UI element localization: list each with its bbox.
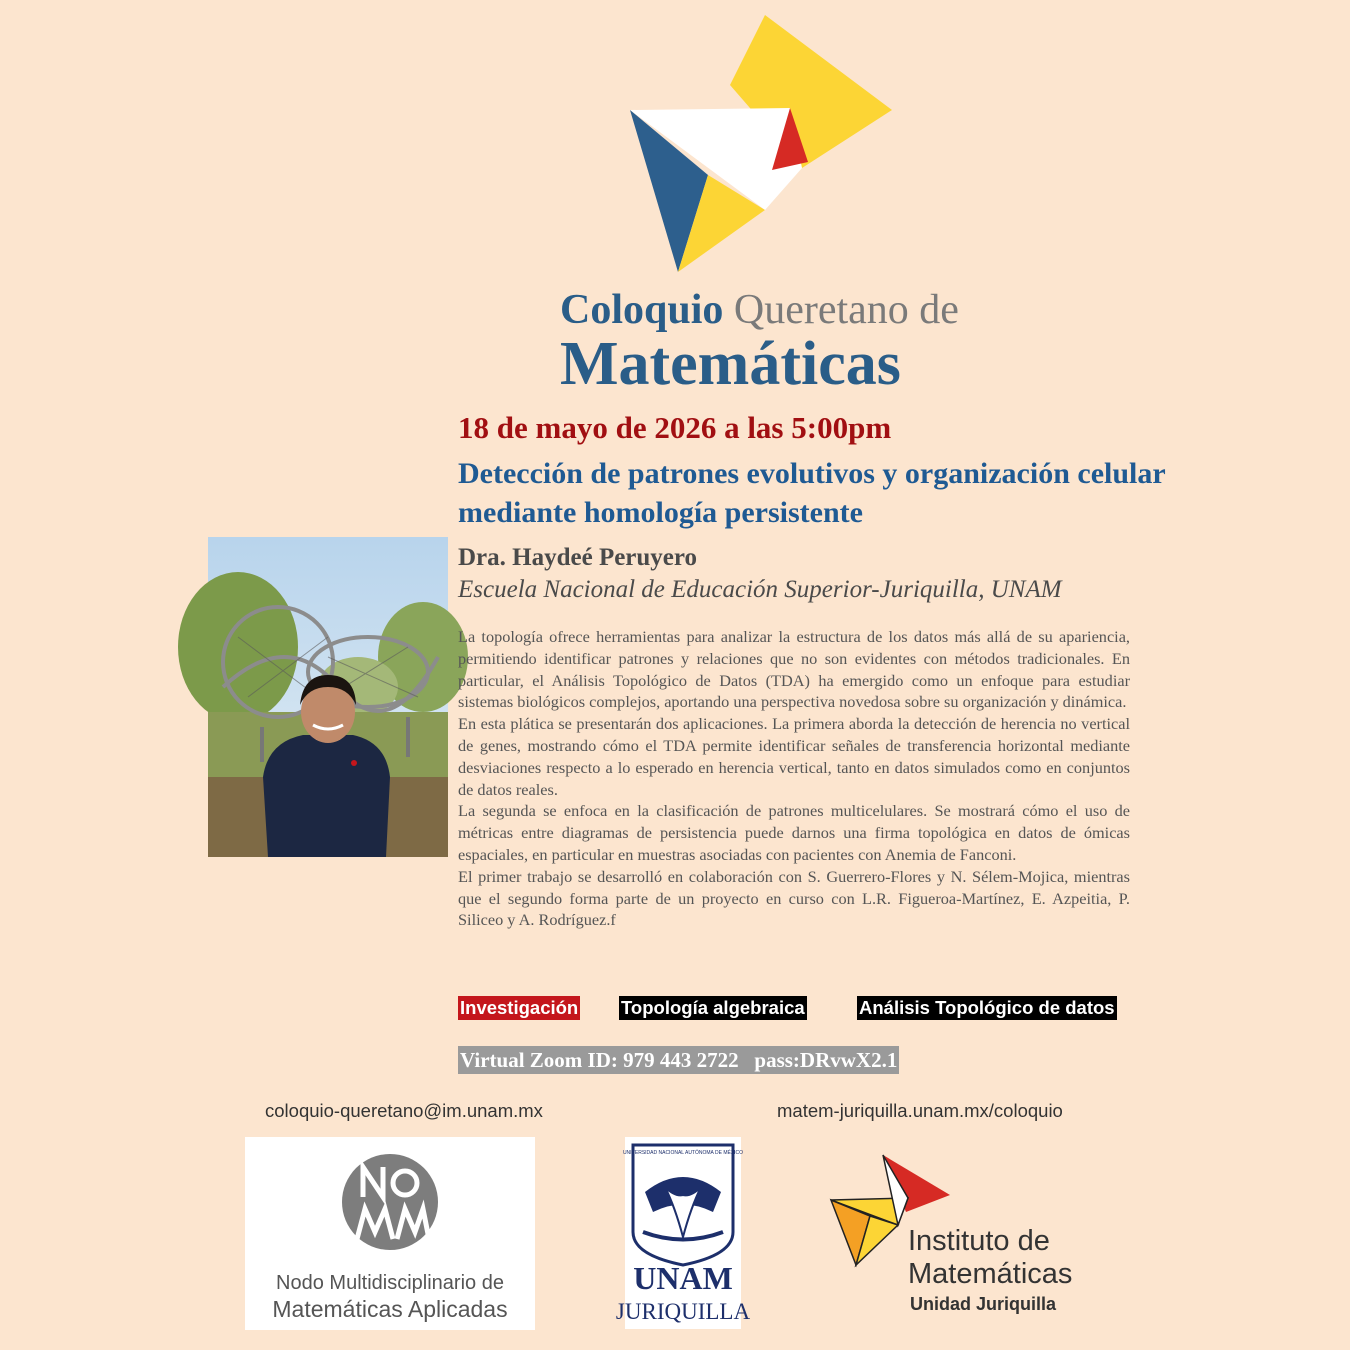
contact-website[interactable]: matem-juriquilla.unam.mx/coloquio (777, 1100, 1063, 1121)
abstract-paragraph: El primer trabajo se desarrolló en colaboración con S. Guerrero-Flores y N. Sélem-Mojica, mientras que el segundo forma parte de un proyecto en curso con L.R. Figueroa-Martínez, E. Azpeitia, P. Siliceo y A. Rodríguez.f (458, 866, 1130, 930)
im-text2: Matemáticas (908, 1258, 1073, 1290)
speaker-photo (208, 537, 448, 857)
nodo-logo-text1: Nodo Multidisciplinario de (276, 1272, 504, 1294)
abstract-paragraph: La topología ofrece herramientas para analizar la estructura de los datos más allá de su apariencia, permitiendo identificar patrones y relaciones que no son evidentes con métodos tradicionales. En particular, el Análisis Topológico de Datos (TDA) ha emergido como un enfoque para estudiar sistemas biológicos complejos, aportando una perspectiva novedosa sobre su organización y dinámica. (458, 627, 1130, 712)
im-text3: Unidad Juriquilla (910, 1294, 1057, 1314)
tag-topologia-algebraica: Topología algebraica (621, 997, 805, 1018)
zoom-id: Virtual Zoom ID: 979 443 2722 (460, 1048, 739, 1072)
speaker-name: Dra. Haydeé Peruyero (458, 544, 698, 571)
tag-analisis-topologico: Análisis Topológico de datos (859, 997, 1115, 1018)
abstract (458, 626, 1130, 931)
unam-logo (615, 1137, 751, 1329)
im-text1: Instituto de (908, 1225, 1050, 1257)
contact-email[interactable]: coloquio-queretano@im.unam.mx (265, 1100, 543, 1121)
nodo-logo-text2: Matemáticas Aplicadas (272, 1296, 508, 1322)
nodo-logo (245, 1137, 535, 1330)
tag-investigacion: Investigación (460, 997, 579, 1018)
speaker-affiliation: Escuela Nacional de Educación Superior-Juriquilla, UNAM (458, 576, 1062, 603)
zoom-pass: pass:DRvwX2.1 (754, 1048, 898, 1072)
coloquio-logo (620, 10, 910, 280)
juriquilla-text: JURIQUILLA (615, 1299, 751, 1324)
talk-title: Detección de patrones evolutivos y organización celular mediante homología persistente (458, 457, 1166, 529)
instituto-matematicas-logo (828, 1150, 1128, 1320)
abstract-paragraph: En esta plática se presentarán dos aplicaciones. La primera aborda la detección de herencia no vertical de genes, mostrando cómo el TDA permite identificar señales de transferencia horizontal mediante desviaciones respecto a lo esperado en herencia vertical, tanto en datos simulados como en conjuntos de datos reales. (458, 714, 1130, 799)
abstract-paragraph: La segunda se enfoca en la clasificación de patrones multicelulares. Se mostrará cómo el uso de métricas entre diagramas de persistencia puede darnos una firma topológica en datos de ómicas espaciales, en particular en muestras asociadas con pacientes con Anemia de Fanconi. (458, 801, 1130, 864)
zoom-info (458, 1046, 899, 1074)
event-date: 18 de mayo de 2026 a las 5:00pm (458, 410, 892, 445)
unam-text: UNAM (633, 1260, 733, 1296)
title-line1: Coloquio Queretano de (560, 287, 959, 333)
title-line2: Matemáticas (560, 330, 901, 398)
colloquium-title (0, 285, 1350, 400)
unam-ring-text: UNIVERSIDAD NACIONAL AUTÓNOMA DE MÉXICO (622, 1150, 744, 1156)
